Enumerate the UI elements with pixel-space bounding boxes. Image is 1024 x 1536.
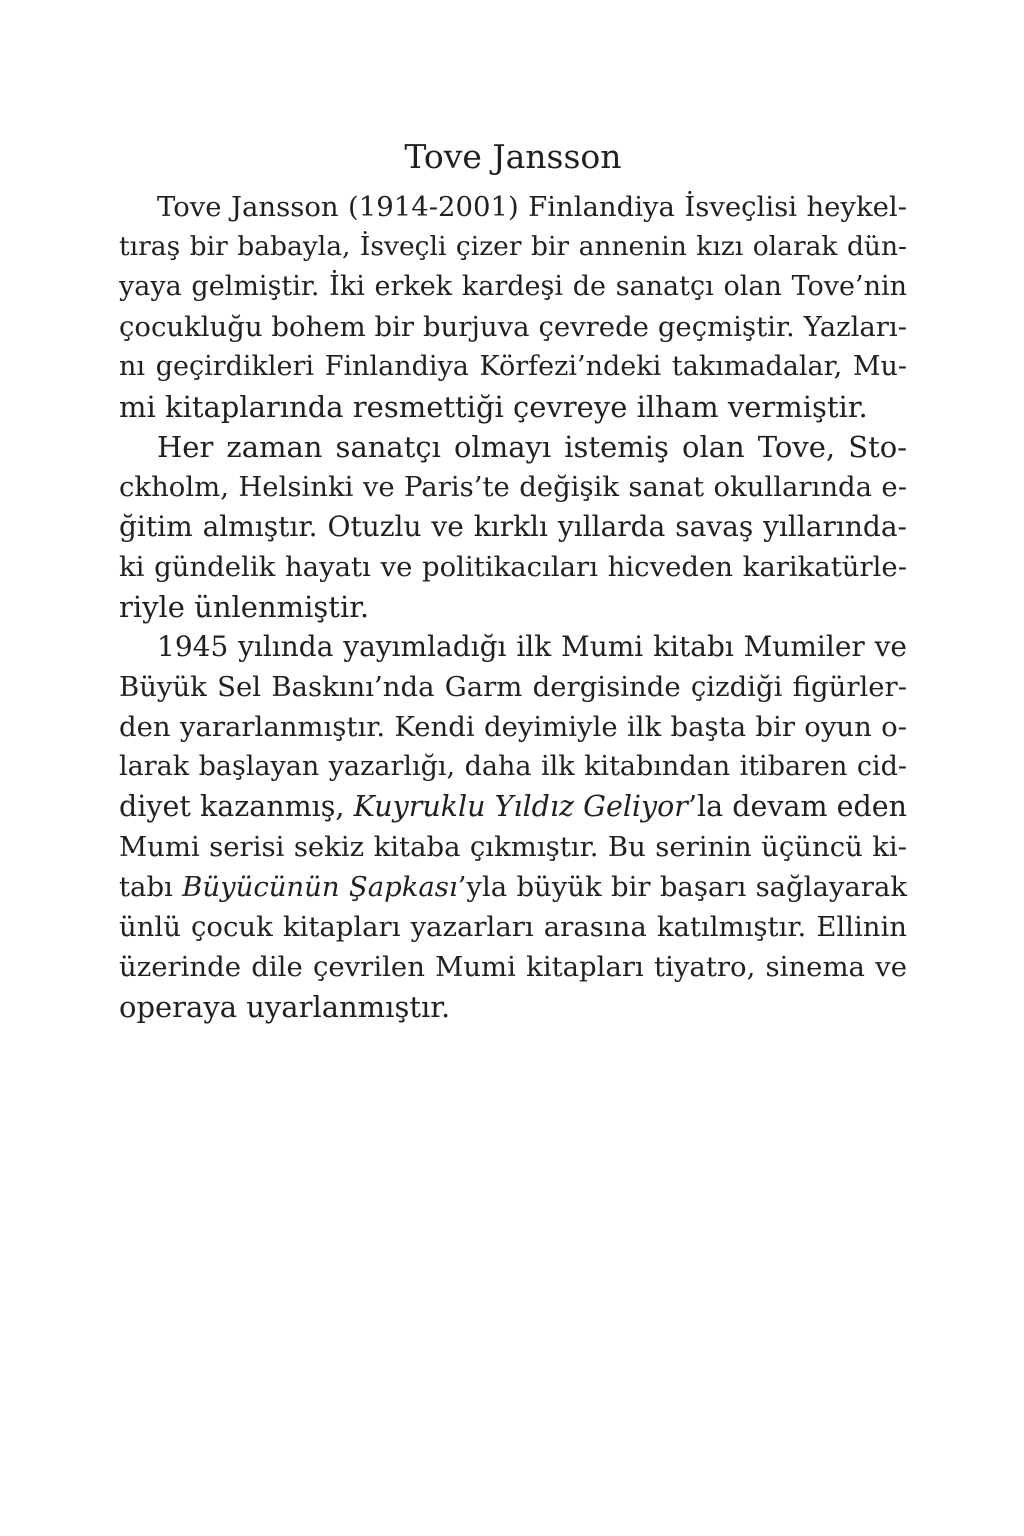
book-page xyxy=(119,133,907,1027)
text-line: tıraş bir babayla, İsveçli çizer bir annenin kızı olarak dün- xyxy=(119,231,907,262)
text-line: larak başlayan yazarlığı, daha ilk kitabından itibaren cid- xyxy=(119,751,907,782)
text-line: Tove Jansson (1914-2001) Finlandiya İsveçlisi heykel- xyxy=(157,191,907,223)
text-line: operaya uyarlanmıştır. xyxy=(119,990,451,1024)
text-line-with-italic xyxy=(119,787,907,827)
text-line: den yararlanmıştır. Kendi deyimiyle ilk başta bir oyun o- xyxy=(119,711,907,743)
text-line: riyle ünlenmiştir. xyxy=(119,590,370,624)
book-title-italic: Kuyruklu Yıldız Geliyor xyxy=(353,790,688,823)
text-line: ünlü çocuk kitapları yazarları arasına katılmıştır. Ellinin xyxy=(119,911,907,943)
text-line: çocukluğu bohem bir burjuva çevrede geçmiştir. Yazları- xyxy=(119,311,907,343)
text-line: nı geçirdikleri Finlandiya Körfezi’ndeki takımadalar, Mu- xyxy=(119,351,907,382)
paragraph-1 xyxy=(119,187,907,427)
page-title: Tove Jansson xyxy=(404,137,622,176)
paragraph-2 xyxy=(119,427,907,627)
text-run: ’la devam eden xyxy=(687,790,908,823)
text-line: 1945 yılında yayımladığı ilk Mumi kitabı Mumiler ve xyxy=(157,630,907,663)
text-line: Her zaman sanatçı olmayı istemiş olan Tove, Sto- xyxy=(157,430,907,464)
text-line: ğitim almıştır. Otuzlu ve kırklı yıllarda savaş yıllarında- xyxy=(119,510,907,543)
text-run: tabı xyxy=(119,871,183,903)
text-run: diyet kazanmış, xyxy=(119,790,354,823)
paragraph-3 xyxy=(119,627,907,1027)
text-line: ckholm, Helsinki ve Paris’te değişik sanat okullarında e- xyxy=(119,471,907,503)
book-title-italic: Büyücünün Şapkası xyxy=(182,871,458,903)
text-line: yaya gelmiştir. İki erkek kardeşi de sanatçı olan Tove’nin xyxy=(119,271,907,302)
text-line: üzerinde dile çevrilen Mumi kitapları tiyatro, sinema ve xyxy=(119,951,907,983)
text-line: mi kitaplarında resmettiği çevreye ilham vermiştir. xyxy=(119,390,868,424)
text-line: Büyük Sel Baskını’nda Garm dergisinde çizdiği figürler- xyxy=(119,671,907,703)
text-run: ’yla büyük bir başarı sağlayarak xyxy=(457,871,908,903)
text-line: Mumi serisi sekiz kitaba çıkmıştır. Bu serinin üçüncü ki- xyxy=(119,831,907,863)
text-line-with-italic xyxy=(119,867,907,907)
text-line: ki gündelik hayatı ve politikacıları hicveden karikatürle- xyxy=(119,551,907,583)
